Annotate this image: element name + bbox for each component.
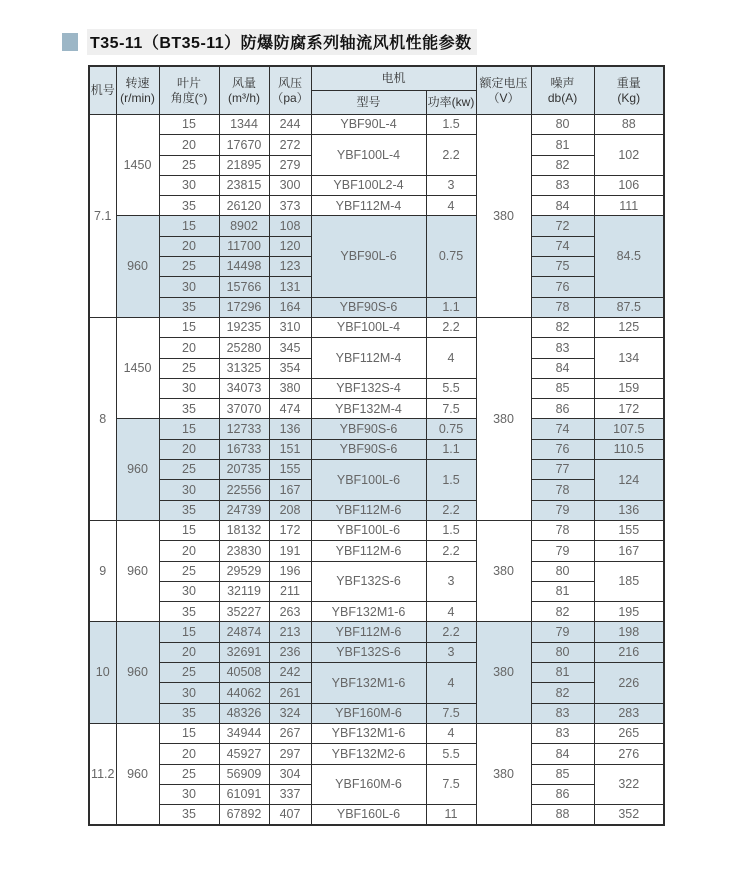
cell-model: YBF132M1-6 <box>311 602 426 622</box>
cell-model: YBF160L-6 <box>311 805 426 826</box>
cell-model: YBF90L-6 <box>311 216 426 297</box>
cell-speed: 960 <box>116 520 159 621</box>
header-motor-power: 功率(kw) <box>426 91 476 115</box>
cell-power: 5.5 <box>426 378 476 398</box>
cell-angle: 20 <box>159 439 219 459</box>
cell-flow: 22556 <box>219 480 269 500</box>
header-voltage-unit: （V） <box>487 90 520 105</box>
cell-pressure: 474 <box>269 399 311 419</box>
cell-flow: 45927 <box>219 744 269 764</box>
cell-angle: 20 <box>159 236 219 256</box>
cell-power: 11 <box>426 805 476 826</box>
cell-angle: 35 <box>159 805 219 826</box>
cell-pressure: 263 <box>269 602 311 622</box>
cell-pressure: 191 <box>269 541 311 561</box>
header-weight-unit: (Kg) <box>617 90 641 105</box>
cell-power: 1.5 <box>426 520 476 540</box>
header-pressure <box>269 66 311 115</box>
cell-noise: 85 <box>531 764 594 784</box>
cell-flow: 14498 <box>219 257 269 277</box>
table-row <box>89 723 664 743</box>
cell-noise: 79 <box>531 500 594 520</box>
header-angle-label: 叶片 <box>176 76 201 91</box>
cell-pressure: 380 <box>269 378 311 398</box>
cell-flow: 44062 <box>219 683 269 703</box>
cell-angle: 15 <box>159 520 219 540</box>
cell-pressure: 304 <box>269 764 311 784</box>
cell-noise: 84 <box>531 358 594 378</box>
cell-angle: 35 <box>159 703 219 723</box>
cell-pressure: 337 <box>269 784 311 804</box>
cell-noise: 76 <box>531 277 594 297</box>
table-row <box>89 764 664 784</box>
cell-power: 1.1 <box>426 297 476 317</box>
cell-power: 3 <box>426 642 476 662</box>
cell-weight: 216 <box>594 642 664 662</box>
table-row <box>89 541 664 561</box>
table-row <box>89 622 664 642</box>
cell-noise: 80 <box>531 642 594 662</box>
cell-angle: 30 <box>159 581 219 601</box>
cell-noise: 78 <box>531 520 594 540</box>
cell-angle: 30 <box>159 175 219 195</box>
cell-noise: 79 <box>531 541 594 561</box>
header-voltage-label: 额定电压 <box>479 76 528 91</box>
cell-noise: 82 <box>531 155 594 175</box>
cell-voltage: 380 <box>476 723 531 825</box>
cell-power: 7.5 <box>426 399 476 419</box>
cell-angle: 15 <box>159 723 219 743</box>
cell-pressure: 244 <box>269 115 311 135</box>
cell-weight: 195 <box>594 602 664 622</box>
cell-pressure: 242 <box>269 663 311 683</box>
spec-table <box>88 65 665 826</box>
cell-weight: 84.5 <box>594 216 664 297</box>
cell-weight: 226 <box>594 663 664 704</box>
table-body <box>89 115 664 826</box>
cell-model: YBF132M1-6 <box>311 663 426 704</box>
cell-angle: 15 <box>159 216 219 236</box>
cell-model: YBF90L-4 <box>311 115 426 135</box>
cell-weight: 88 <box>594 115 664 135</box>
cell-power: 4 <box>426 602 476 622</box>
cell-model: YBF112M-6 <box>311 541 426 561</box>
cell-flow: 34944 <box>219 723 269 743</box>
cell-voltage: 380 <box>476 520 531 621</box>
cell-angle: 15 <box>159 115 219 135</box>
cell-flow: 21895 <box>219 155 269 175</box>
cell-flow: 56909 <box>219 764 269 784</box>
cell-weight: 87.5 <box>594 297 664 317</box>
cell-model: YBF90S-6 <box>311 439 426 459</box>
cell-weight: 136 <box>594 500 664 520</box>
cell-noise: 78 <box>531 297 594 317</box>
cell-angle: 35 <box>159 399 219 419</box>
cell-pressure: 297 <box>269 744 311 764</box>
cell-noise: 84 <box>531 744 594 764</box>
cell-noise: 80 <box>531 561 594 581</box>
table-row <box>89 216 664 236</box>
cell-pressure: 196 <box>269 561 311 581</box>
cell-pressure: 354 <box>269 358 311 378</box>
cell-noise: 86 <box>531 784 594 804</box>
cell-weight: 283 <box>594 703 664 723</box>
header-flow-unit: (m³/h) <box>228 90 260 105</box>
table-row <box>89 338 664 358</box>
cell-angle: 35 <box>159 196 219 216</box>
header-speed <box>116 66 159 115</box>
cell-noise: 85 <box>531 378 594 398</box>
cell-angle: 25 <box>159 155 219 175</box>
cell-model: YBF112M-4 <box>311 338 426 379</box>
table-row <box>89 663 664 683</box>
cell-angle: 30 <box>159 378 219 398</box>
cell-flow: 29529 <box>219 561 269 581</box>
cell-pressure: 272 <box>269 135 311 155</box>
cell-flow: 34073 <box>219 378 269 398</box>
cell-angle: 15 <box>159 622 219 642</box>
cell-angle: 20 <box>159 642 219 662</box>
cell-model: YBF100L-4 <box>311 317 426 337</box>
cell-angle: 30 <box>159 277 219 297</box>
cell-pressure: 267 <box>269 723 311 743</box>
cell-flow: 20735 <box>219 460 269 480</box>
cell-power: 1.5 <box>426 460 476 501</box>
cell-weight: 159 <box>594 378 664 398</box>
cell-noise: 72 <box>531 216 594 236</box>
cell-pressure: 164 <box>269 297 311 317</box>
cell-pressure: 208 <box>269 500 311 520</box>
cell-power: 4 <box>426 723 476 743</box>
cell-pressure: 213 <box>269 622 311 642</box>
cell-pressure: 345 <box>269 338 311 358</box>
cell-noise: 83 <box>531 703 594 723</box>
cell-model: YBF132M2-6 <box>311 744 426 764</box>
header-flow-label: 风量 <box>231 76 256 91</box>
cell-angle: 30 <box>159 683 219 703</box>
cell-noise: 76 <box>531 439 594 459</box>
cell-noise: 77 <box>531 460 594 480</box>
cell-flow: 40508 <box>219 663 269 683</box>
cell-weight: 125 <box>594 317 664 337</box>
cell-flow: 32691 <box>219 642 269 662</box>
table-row <box>89 500 664 520</box>
cell-power: 2.2 <box>426 541 476 561</box>
cell-angle: 25 <box>159 764 219 784</box>
cell-model: YBF160M-6 <box>311 703 426 723</box>
cell-power: 2.2 <box>426 135 476 176</box>
header-noise-label: 噪声 <box>550 76 575 91</box>
cell-pressure: 310 <box>269 317 311 337</box>
cell-flow: 18132 <box>219 520 269 540</box>
cell-pressure: 373 <box>269 196 311 216</box>
cell-noise: 79 <box>531 622 594 642</box>
cell-pressure: 300 <box>269 175 311 195</box>
cell-flow: 35227 <box>219 602 269 622</box>
header-flow <box>219 66 269 115</box>
cell-jihao: 10 <box>89 622 116 723</box>
cell-angle: 35 <box>159 602 219 622</box>
cell-jihao: 9 <box>89 520 116 621</box>
cell-voltage: 380 <box>476 317 531 520</box>
cell-weight: 155 <box>594 520 664 540</box>
cell-speed: 1450 <box>116 317 159 418</box>
cell-pressure: 324 <box>269 703 311 723</box>
cell-noise: 86 <box>531 399 594 419</box>
cell-power: 5.5 <box>426 744 476 764</box>
cell-noise: 81 <box>531 581 594 601</box>
cell-weight: 198 <box>594 622 664 642</box>
cell-pressure: 279 <box>269 155 311 175</box>
table-row <box>89 419 664 439</box>
cell-angle: 20 <box>159 338 219 358</box>
cell-noise: 84 <box>531 196 594 216</box>
cell-power: 7.5 <box>426 764 476 805</box>
cell-flow: 12733 <box>219 419 269 439</box>
cell-noise: 83 <box>531 175 594 195</box>
cell-flow: 37070 <box>219 399 269 419</box>
cell-pressure: 108 <box>269 216 311 236</box>
cell-weight: 185 <box>594 561 664 602</box>
table-row <box>89 460 664 480</box>
cell-model: YBF132M-4 <box>311 399 426 419</box>
table-row <box>89 196 664 216</box>
cell-model: YBF100L2-4 <box>311 175 426 195</box>
header-jihao-label: 机号 <box>90 83 115 98</box>
cell-jihao: 7.1 <box>89 115 116 318</box>
cell-flow: 24739 <box>219 500 269 520</box>
header-jihao <box>89 66 116 115</box>
cell-model: YBF112M-4 <box>311 196 426 216</box>
cell-pressure: 407 <box>269 805 311 826</box>
cell-weight: 107.5 <box>594 419 664 439</box>
cell-power: 0.75 <box>426 216 476 297</box>
cell-pressure: 167 <box>269 480 311 500</box>
cell-angle: 30 <box>159 480 219 500</box>
cell-weight: 352 <box>594 805 664 826</box>
title-bullet-icon <box>62 33 78 51</box>
cell-power: 2.2 <box>426 500 476 520</box>
table-row <box>89 115 664 135</box>
cell-flow: 1344 <box>219 115 269 135</box>
cell-power: 1.1 <box>426 439 476 459</box>
cell-flow: 31325 <box>219 358 269 378</box>
cell-power: 4 <box>426 663 476 704</box>
cell-noise: 83 <box>531 723 594 743</box>
cell-noise: 81 <box>531 663 594 683</box>
header-motor-model: 型号 <box>311 91 426 115</box>
cell-flow: 24874 <box>219 622 269 642</box>
cell-pressure: 131 <box>269 277 311 297</box>
table-row <box>89 297 664 317</box>
cell-noise: 82 <box>531 602 594 622</box>
table-row <box>89 602 664 622</box>
cell-weight: 167 <box>594 541 664 561</box>
cell-pressure: 211 <box>269 581 311 601</box>
cell-model: YBF90S-6 <box>311 419 426 439</box>
cell-noise: 83 <box>531 338 594 358</box>
header-weight <box>594 66 664 115</box>
cell-weight: 124 <box>594 460 664 501</box>
cell-noise: 80 <box>531 115 594 135</box>
table-row <box>89 175 664 195</box>
cell-angle: 25 <box>159 663 219 683</box>
cell-pressure: 120 <box>269 236 311 256</box>
table-row <box>89 744 664 764</box>
cell-jihao: 11.2 <box>89 723 116 825</box>
cell-noise: 75 <box>531 257 594 277</box>
cell-power: 4 <box>426 196 476 216</box>
header-speed-unit: (r/min) <box>120 90 155 105</box>
cell-pressure: 136 <box>269 419 311 439</box>
table-row <box>89 520 664 540</box>
cell-weight: 102 <box>594 135 664 176</box>
cell-weight: 265 <box>594 723 664 743</box>
cell-angle: 35 <box>159 297 219 317</box>
cell-pressure: 236 <box>269 642 311 662</box>
cell-weight: 106 <box>594 175 664 195</box>
cell-flow: 17296 <box>219 297 269 317</box>
cell-noise: 82 <box>531 683 594 703</box>
cell-pressure: 151 <box>269 439 311 459</box>
cell-noise: 78 <box>531 480 594 500</box>
cell-model: YBF132S-4 <box>311 378 426 398</box>
cell-jihao: 8 <box>89 317 116 520</box>
cell-speed: 960 <box>116 723 159 825</box>
cell-speed: 960 <box>116 419 159 520</box>
cell-model: YBF100L-4 <box>311 135 426 176</box>
cell-angle: 25 <box>159 460 219 480</box>
cell-weight: 322 <box>594 764 664 805</box>
cell-angle: 20 <box>159 744 219 764</box>
cell-flow: 23830 <box>219 541 269 561</box>
cell-model: YBF100L-6 <box>311 520 426 540</box>
cell-flow: 26120 <box>219 196 269 216</box>
cell-flow: 67892 <box>219 805 269 826</box>
cell-weight: 110.5 <box>594 439 664 459</box>
cell-speed: 1450 <box>116 115 159 216</box>
header-speed-label: 转速 <box>125 76 150 91</box>
cell-angle: 25 <box>159 257 219 277</box>
cell-angle: 15 <box>159 317 219 337</box>
cell-flow: 32119 <box>219 581 269 601</box>
table-row <box>89 439 664 459</box>
cell-noise: 88 <box>531 805 594 826</box>
cell-noise: 74 <box>531 419 594 439</box>
table-row <box>89 805 664 826</box>
cell-pressure: 172 <box>269 520 311 540</box>
cell-angle: 30 <box>159 784 219 804</box>
cell-power: 3 <box>426 561 476 602</box>
table-row <box>89 642 664 662</box>
table-header <box>89 66 664 115</box>
cell-flow: 16733 <box>219 439 269 459</box>
cell-noise: 74 <box>531 236 594 256</box>
cell-power: 7.5 <box>426 703 476 723</box>
cell-power: 0.75 <box>426 419 476 439</box>
cell-angle: 20 <box>159 541 219 561</box>
cell-noise: 82 <box>531 317 594 337</box>
header-weight-label: 重量 <box>616 76 641 91</box>
table-row <box>89 561 664 581</box>
cell-flow: 8902 <box>219 216 269 236</box>
cell-power: 4 <box>426 338 476 379</box>
header-pressure-label: 风压 <box>277 76 302 91</box>
cell-weight: 172 <box>594 399 664 419</box>
cell-model: YBF132S-6 <box>311 561 426 602</box>
table-row <box>89 317 664 337</box>
cell-weight: 111 <box>594 196 664 216</box>
cell-model: YBF132S-6 <box>311 642 426 662</box>
header-voltage <box>476 66 531 115</box>
cell-flow: 19235 <box>219 317 269 337</box>
cell-model: YBF112M-6 <box>311 500 426 520</box>
page-title <box>62 29 477 55</box>
table-row <box>89 378 664 398</box>
cell-weight: 134 <box>594 338 664 379</box>
cell-angle: 35 <box>159 500 219 520</box>
header-noise <box>531 66 594 115</box>
cell-speed: 960 <box>116 216 159 317</box>
cell-flow: 23815 <box>219 175 269 195</box>
cell-pressure: 155 <box>269 460 311 480</box>
cell-angle: 25 <box>159 358 219 378</box>
cell-power: 2.2 <box>426 317 476 337</box>
cell-angle: 25 <box>159 561 219 581</box>
header-noise-unit: db(A) <box>547 90 578 105</box>
cell-model: YBF90S-6 <box>311 297 426 317</box>
cell-voltage: 380 <box>476 622 531 723</box>
cell-pressure: 261 <box>269 683 311 703</box>
cell-model: YBF132M1-6 <box>311 723 426 743</box>
header-angle-unit: 角度(°) <box>170 90 208 105</box>
cell-flow: 48326 <box>219 703 269 723</box>
cell-angle: 20 <box>159 135 219 155</box>
cell-voltage: 380 <box>476 115 531 318</box>
title-text: T35-11（BT35-11）防爆防腐系列轴流风机性能参数 <box>87 29 477 55</box>
table-row <box>89 399 664 419</box>
header-pressure-unit: （pa） <box>271 90 309 105</box>
cell-power: 1.5 <box>426 115 476 135</box>
cell-noise: 81 <box>531 135 594 155</box>
cell-model: YBF100L-6 <box>311 460 426 501</box>
header-angle <box>159 66 219 115</box>
table-row <box>89 703 664 723</box>
cell-angle: 15 <box>159 419 219 439</box>
cell-flow: 17670 <box>219 135 269 155</box>
cell-power: 2.2 <box>426 622 476 642</box>
cell-flow: 15766 <box>219 277 269 297</box>
cell-weight: 276 <box>594 744 664 764</box>
cell-flow: 25280 <box>219 338 269 358</box>
cell-pressure: 123 <box>269 257 311 277</box>
cell-model: YBF112M-6 <box>311 622 426 642</box>
cell-model: YBF160M-6 <box>311 764 426 805</box>
cell-power: 3 <box>426 175 476 195</box>
table-row <box>89 135 664 155</box>
cell-flow: 11700 <box>219 236 269 256</box>
cell-flow: 61091 <box>219 784 269 804</box>
cell-speed: 960 <box>116 622 159 723</box>
header-motor: 电机 <box>311 66 476 91</box>
